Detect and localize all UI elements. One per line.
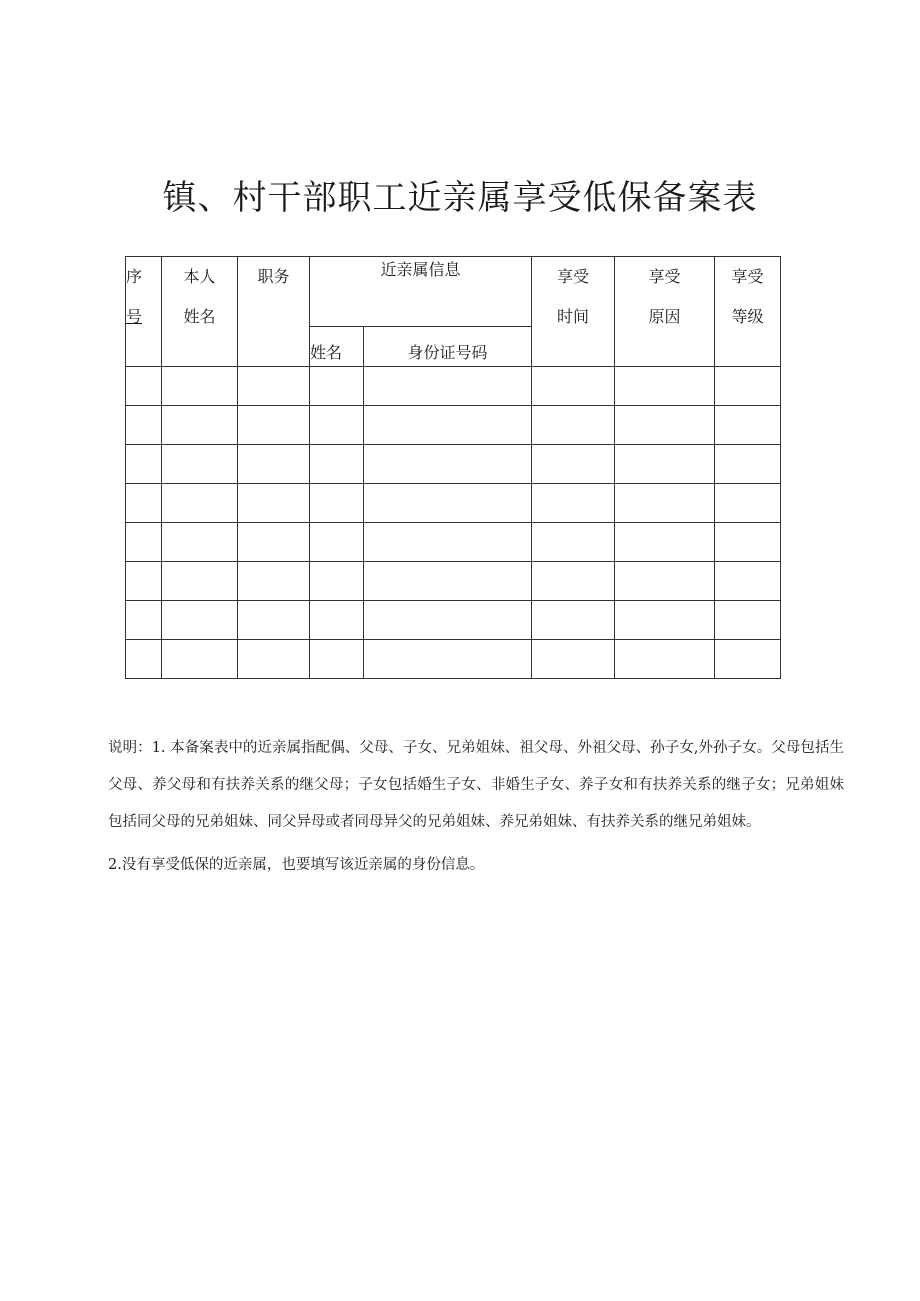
table-cell[interactable] [364, 601, 532, 640]
table-row [126, 640, 781, 679]
table-cell[interactable] [615, 445, 715, 484]
table-cell[interactable] [126, 562, 162, 601]
table-cell[interactable] [238, 367, 310, 406]
header-xuhao-line1: 序 [126, 267, 143, 286]
table-cell[interactable] [364, 640, 532, 679]
header-self-name-line1: 本人 [183, 267, 216, 286]
header-enjoy-grade-line1: 享受 [731, 267, 764, 286]
table-cell[interactable] [364, 484, 532, 523]
header-self-name-line2: 姓名 [183, 307, 216, 326]
table-cell[interactable] [532, 523, 615, 562]
table-cell[interactable] [162, 601, 238, 640]
table-cell[interactable] [162, 445, 238, 484]
table-cell[interactable] [310, 484, 364, 523]
table-cell[interactable] [532, 640, 615, 679]
table-cell[interactable] [364, 523, 532, 562]
table-row [126, 445, 781, 484]
header-relative-info [310, 257, 532, 327]
table-cell[interactable] [162, 562, 238, 601]
table-cell[interactable] [126, 601, 162, 640]
table-cell[interactable] [364, 406, 532, 445]
table-cell[interactable] [162, 406, 238, 445]
header-enjoy-time-line1: 享受 [557, 267, 590, 286]
table-cell[interactable] [126, 484, 162, 523]
table-row [126, 601, 781, 640]
table-cell[interactable] [310, 445, 364, 484]
table-cell[interactable] [364, 445, 532, 484]
table-row [126, 523, 781, 562]
header-enjoy-reason [615, 257, 715, 367]
notes-section [108, 730, 844, 884]
note-2 [108, 847, 844, 884]
table-cell[interactable] [715, 523, 781, 562]
table-row [126, 484, 781, 523]
table-cell[interactable] [238, 445, 310, 484]
table-cell[interactable] [162, 640, 238, 679]
header-position [238, 257, 310, 367]
table-cell[interactable] [615, 640, 715, 679]
table-cell[interactable] [532, 562, 615, 601]
table-cell[interactable] [532, 406, 615, 445]
table-cell[interactable] [715, 640, 781, 679]
table-cell[interactable] [715, 367, 781, 406]
table-cell[interactable] [715, 406, 781, 445]
table-cell[interactable] [615, 484, 715, 523]
table-cell[interactable] [615, 601, 715, 640]
table-cell[interactable] [615, 562, 715, 601]
note-2-text: 2.没有享受低保的近亲属，也要填写该近亲属的身份信息。 [108, 857, 485, 873]
header-relative-info-label: 近亲属信息 [380, 260, 461, 279]
table-cell[interactable] [532, 601, 615, 640]
table-cell[interactable] [615, 406, 715, 445]
note-1 [108, 730, 844, 841]
table-cell[interactable] [715, 484, 781, 523]
header-row-1 [126, 257, 781, 327]
table-cell[interactable] [364, 562, 532, 601]
table-row [126, 406, 781, 445]
table-cell[interactable] [532, 484, 615, 523]
header-position-label: 职务 [257, 267, 290, 286]
header-xuhao-line2: 号 [126, 307, 143, 326]
table-cell[interactable] [162, 523, 238, 562]
header-enjoy-time [532, 257, 615, 367]
table-cell[interactable] [310, 406, 364, 445]
note-1-text: 说明：1. 本备案表中的近亲属指配偶、父母、子女、兄弟姐妹、祖父母、外祖父母、孙子女,外孙子女。父母包括生父母、养父母和有扶养关系的继父母；子女包括婚生子女、非婚生子女、养子女和有扶养关系的继子女；兄弟姐妹包括同父母的兄弟姐妹、同父异母或者同母异父的兄弟姐妹、养兄弟姐妹、有扶养关系的继兄弟姐妹。 [108, 740, 844, 830]
table-cell[interactable] [310, 562, 364, 601]
filing-table [125, 256, 781, 679]
header-enjoy-reason-line2: 原因 [648, 307, 681, 326]
table-cell[interactable] [310, 601, 364, 640]
table-cell[interactable] [238, 406, 310, 445]
table-cell[interactable] [238, 601, 310, 640]
header-xuhao [126, 257, 162, 367]
table-cell[interactable] [532, 367, 615, 406]
table-row [126, 367, 781, 406]
table-cell[interactable] [615, 367, 715, 406]
table-cell[interactable] [126, 640, 162, 679]
table-cell[interactable] [715, 562, 781, 601]
header-relative-id: 身份证号码 [364, 327, 532, 367]
table-cell[interactable] [310, 640, 364, 679]
table-cell[interactable] [238, 484, 310, 523]
table-cell[interactable] [364, 367, 532, 406]
table-cell[interactable] [238, 640, 310, 679]
table-row [126, 562, 781, 601]
table-cell[interactable] [715, 445, 781, 484]
header-enjoy-reason-line1: 享受 [648, 267, 681, 286]
header-enjoy-grade-line2: 等级 [731, 307, 764, 326]
table-cell[interactable] [126, 406, 162, 445]
table-cell[interactable] [310, 523, 364, 562]
table-cell[interactable] [532, 445, 615, 484]
header-self-name [162, 257, 238, 367]
table-cell[interactable] [310, 367, 364, 406]
table-cell[interactable] [162, 484, 238, 523]
table-cell[interactable] [162, 367, 238, 406]
table-cell[interactable] [238, 523, 310, 562]
table-cell[interactable] [238, 562, 310, 601]
header-relative-name: 姓名 [310, 327, 364, 367]
table-cell[interactable] [615, 523, 715, 562]
table-cell[interactable] [126, 445, 162, 484]
header-enjoy-grade [715, 257, 781, 367]
header-enjoy-time-line2: 时间 [557, 307, 590, 326]
table-cell[interactable] [126, 523, 162, 562]
page-title: 镇、村干部职工近亲属享受低保备案表 [162, 178, 758, 218]
table-cell[interactable] [126, 367, 162, 406]
table-cell[interactable] [715, 601, 781, 640]
